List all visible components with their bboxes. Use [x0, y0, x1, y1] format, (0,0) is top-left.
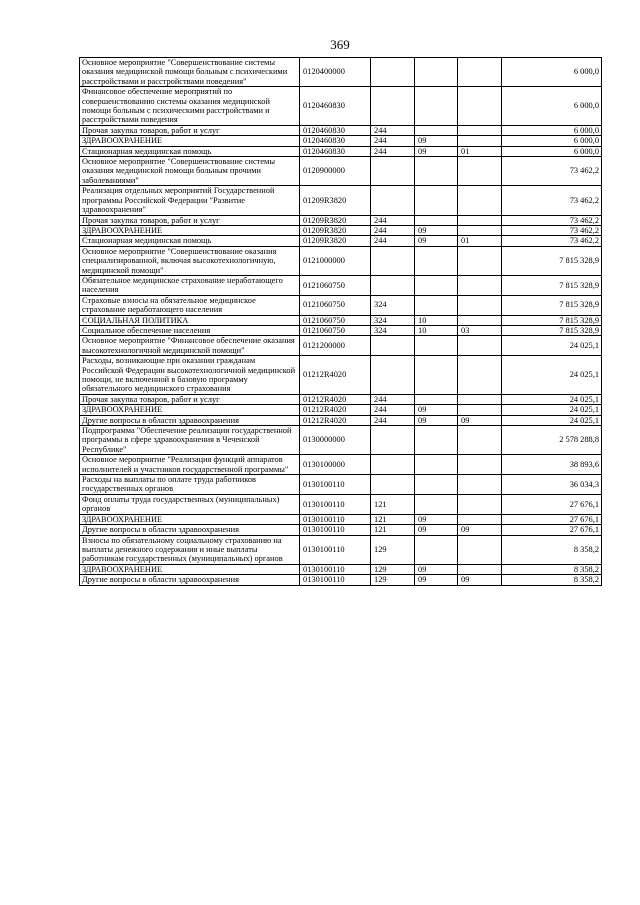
table-row	[80, 246, 602, 275]
target-code-cell: 0130100110	[300, 535, 371, 564]
amount-cell: 24 025,1	[502, 415, 602, 425]
table-row	[80, 236, 602, 246]
row-name-cell: Прочая закупка товаров, работ и услуг	[80, 215, 300, 225]
amount-cell: 6 000,0	[502, 58, 602, 87]
row-name-cell: Основное мероприятие "Совершенствование оказания специализированной, включая высокотехнологичную, медицинской помощи"	[80, 246, 300, 275]
amount-cell: 73 462,2	[502, 225, 602, 235]
row-name-cell: ЗДРАВООХРАНЕНИЕ	[80, 225, 300, 235]
target-code-cell: 0121060750	[300, 295, 371, 315]
subsection-cell	[458, 405, 502, 415]
expense-type-cell	[371, 186, 415, 215]
amount-cell: 6 000,0	[502, 136, 602, 146]
expense-type-cell	[371, 246, 415, 275]
amount-cell: 6 000,0	[502, 146, 602, 156]
table-row	[80, 405, 602, 415]
subsection-cell	[458, 494, 502, 514]
target-code-cell: 0130100110	[300, 475, 371, 495]
expense-type-cell: 244	[371, 236, 415, 246]
section-cell	[415, 295, 458, 315]
section-cell: 09	[415, 415, 458, 425]
amount-cell: 2 578 288,8	[502, 426, 602, 455]
table-row	[80, 146, 602, 156]
subsection-cell	[458, 315, 502, 325]
section-cell: 09	[415, 225, 458, 235]
table-row	[80, 275, 602, 295]
expense-type-cell: 324	[371, 325, 415, 335]
section-cell	[415, 535, 458, 564]
amount-cell: 7 815 328,9	[502, 325, 602, 335]
section-cell: 09	[415, 136, 458, 146]
subsection-cell	[458, 356, 502, 395]
subsection-cell	[458, 336, 502, 356]
amount-cell: 7 815 328,9	[502, 275, 602, 295]
section-cell	[415, 494, 458, 514]
expense-type-cell: 244	[371, 146, 415, 156]
target-code-cell: 01209R3820	[300, 236, 371, 246]
target-code-cell: 0120400000	[300, 58, 371, 87]
amount-cell: 27 676,1	[502, 514, 602, 524]
subsection-cell	[458, 58, 502, 87]
table-row	[80, 455, 602, 475]
expense-type-cell	[371, 157, 415, 186]
subsection-cell: 03	[458, 325, 502, 335]
amount-cell: 27 676,1	[502, 525, 602, 535]
amount-cell: 7 815 328,9	[502, 315, 602, 325]
subsection-cell	[458, 136, 502, 146]
amount-cell: 8 358,2	[502, 575, 602, 585]
amount-cell: 8 358,2	[502, 564, 602, 574]
row-name-cell: Основное мероприятие "Финансовое обеспечение оказания высокотехнологичной медицинской помощи"	[80, 336, 300, 356]
section-cell	[415, 275, 458, 295]
section-cell: 09	[415, 564, 458, 574]
table-row	[80, 295, 602, 315]
section-cell	[415, 336, 458, 356]
row-name-cell: Основное мероприятие "Реализация функций аппаратов исполнителей и участников государственной программы"	[80, 455, 300, 475]
amount-cell: 8 358,2	[502, 535, 602, 564]
row-name-cell: Прочая закупка товаров, работ и услуг	[80, 125, 300, 135]
section-cell	[415, 475, 458, 495]
subsection-cell	[458, 564, 502, 574]
row-name-cell: Финансовое обеспечение мероприятий по совершенствованию системы оказания медицинской помощи больным с психическими расстройствами и расстройствами поведения	[80, 87, 300, 126]
target-code-cell: 0121060750	[300, 315, 371, 325]
section-cell: 10	[415, 315, 458, 325]
row-name-cell: ЗДРАВООХРАНЕНИЕ	[80, 136, 300, 146]
section-cell	[415, 426, 458, 455]
amount-cell: 7 815 328,9	[502, 246, 602, 275]
expense-type-cell	[371, 475, 415, 495]
amount-cell: 38 893,6	[502, 455, 602, 475]
row-name-cell: ЗДРАВООХРАНЕНИЕ	[80, 514, 300, 524]
table-row	[80, 426, 602, 455]
expense-type-cell: 324	[371, 295, 415, 315]
target-code-cell: 0121000000	[300, 246, 371, 275]
row-name-cell: Расходы, возникающие при оказании гражданам Российской Федерации высокотехнологичной медицинской помощи, не включенной в базовую программу обязательного медицинского страхования	[80, 356, 300, 395]
row-name-cell: Подпрограмма "Обеспечение реализации государственной программы в сфере здравоохранения в Чеченской Республике"	[80, 426, 300, 455]
target-code-cell: 0130100110	[300, 564, 371, 574]
row-name-cell: Взносы по обязательному социальному страхованию на выплаты денежного содержания и иные выплаты работникам государственных (муниципальных) органов	[80, 535, 300, 564]
section-cell: 09	[415, 405, 458, 415]
expense-type-cell: 129	[371, 564, 415, 574]
expense-type-cell: 244	[371, 215, 415, 225]
expense-type-cell: 324	[371, 315, 415, 325]
table-row	[80, 136, 602, 146]
table-row	[80, 58, 602, 87]
subsection-cell	[458, 246, 502, 275]
table-row	[80, 535, 602, 564]
section-cell	[415, 246, 458, 275]
target-code-cell: 01209R3820	[300, 215, 371, 225]
subsection-cell	[458, 275, 502, 295]
section-cell	[415, 394, 458, 404]
table-row	[80, 394, 602, 404]
expense-type-cell: 129	[371, 575, 415, 585]
subsection-cell: 09	[458, 415, 502, 425]
amount-cell: 24 025,1	[502, 336, 602, 356]
expense-type-cell	[371, 426, 415, 455]
target-code-cell: 01212R4020	[300, 356, 371, 395]
table-row	[80, 87, 602, 126]
row-name-cell: Обязательное медицинское страхование неработающего населения	[80, 275, 300, 295]
row-name-cell: Стационарная медицинская помощь	[80, 236, 300, 246]
target-code-cell: 0120900000	[300, 157, 371, 186]
section-cell: 09	[415, 575, 458, 585]
amount-cell: 73 462,2	[502, 215, 602, 225]
target-code-cell: 01212R4020	[300, 405, 371, 415]
expense-type-cell	[371, 87, 415, 126]
table-row	[80, 475, 602, 495]
row-name-cell: ЗДРАВООХРАНЕНИЕ	[80, 405, 300, 415]
target-code-cell: 0130000000	[300, 426, 371, 455]
section-cell: 10	[415, 325, 458, 335]
row-name-cell: ЗДРАВООХРАНЕНИЕ	[80, 564, 300, 574]
section-cell: 09	[415, 525, 458, 535]
target-code-cell: 01212R4020	[300, 394, 371, 404]
row-name-cell: Основное мероприятие "Совершенствование системы оказания медицинской помощи больным с психическими расстройствами и расстройствами поведения"	[80, 58, 300, 87]
table-row	[80, 125, 602, 135]
target-code-cell: 0130100000	[300, 455, 371, 475]
section-cell: 09	[415, 236, 458, 246]
amount-cell: 27 676,1	[502, 494, 602, 514]
row-name-cell: Другие вопросы в области здравоохранения	[80, 525, 300, 535]
row-name-cell: Фонд оплаты труда государственных (муниципальных) органов	[80, 494, 300, 514]
expense-type-cell: 129	[371, 535, 415, 564]
subsection-cell: 01	[458, 146, 502, 156]
section-cell	[415, 215, 458, 225]
table-row	[80, 215, 602, 225]
table-row	[80, 186, 602, 215]
subsection-cell	[458, 475, 502, 495]
subsection-cell	[458, 157, 502, 186]
section-cell	[415, 157, 458, 186]
subsection-cell	[458, 215, 502, 225]
table-row	[80, 415, 602, 425]
amount-cell: 36 034,3	[502, 475, 602, 495]
subsection-cell	[458, 125, 502, 135]
amount-cell: 6 000,0	[502, 125, 602, 135]
table-row	[80, 514, 602, 524]
table-row	[80, 336, 602, 356]
target-code-cell: 0130100110	[300, 525, 371, 535]
table-row	[80, 564, 602, 574]
table-row	[80, 225, 602, 235]
row-name-cell: Стационарная медицинская помощь	[80, 146, 300, 156]
expense-type-cell: 244	[371, 136, 415, 146]
target-code-cell: 0130100110	[300, 494, 371, 514]
target-code-cell: 0121060750	[300, 275, 371, 295]
table-row	[80, 325, 602, 335]
subsection-cell	[458, 87, 502, 126]
subsection-cell: 01	[458, 236, 502, 246]
expense-type-cell	[371, 336, 415, 356]
subsection-cell: 09	[458, 575, 502, 585]
subsection-cell	[458, 535, 502, 564]
table-row	[80, 575, 602, 585]
section-cell	[415, 356, 458, 395]
subsection-cell: 09	[458, 525, 502, 535]
page-number: 369	[330, 37, 350, 52]
target-code-cell: 0130100110	[300, 514, 371, 524]
target-code-cell: 0120460830	[300, 87, 371, 126]
section-cell: 09	[415, 514, 458, 524]
target-code-cell: 0130100110	[300, 575, 371, 585]
amount-cell: 73 462,2	[502, 186, 602, 215]
expense-type-cell: 121	[371, 494, 415, 514]
table-row	[80, 356, 602, 395]
table-row	[80, 525, 602, 535]
expense-type-cell: 244	[371, 225, 415, 235]
expense-type-cell	[371, 356, 415, 395]
target-code-cell: 0120460830	[300, 125, 371, 135]
target-code-cell: 0120460830	[300, 146, 371, 156]
target-code-cell: 01212R4020	[300, 415, 371, 425]
table-row	[80, 494, 602, 514]
row-name-cell: Основное мероприятие "Совершенствование системы оказания медицинской помощи больным прочими заболеваниями"	[80, 157, 300, 186]
section-cell	[415, 455, 458, 475]
amount-cell: 73 462,2	[502, 236, 602, 246]
subsection-cell	[458, 186, 502, 215]
expense-type-cell	[371, 275, 415, 295]
amount-cell: 24 025,1	[502, 356, 602, 395]
section-cell	[415, 87, 458, 126]
expense-type-cell	[371, 58, 415, 87]
row-name-cell: Социальное обеспечение населения	[80, 325, 300, 335]
expense-type-cell: 244	[371, 394, 415, 404]
target-code-cell: 0121060750	[300, 325, 371, 335]
amount-cell: 73 462,2	[502, 157, 602, 186]
row-name-cell: Другие вопросы в области здравоохранения	[80, 575, 300, 585]
section-cell	[415, 125, 458, 135]
table-row	[80, 315, 602, 325]
table-row	[80, 157, 602, 186]
amount-cell: 24 025,1	[502, 394, 602, 404]
row-name-cell: Расходы на выплаты по оплате труда работников государственных органов	[80, 475, 300, 495]
target-code-cell: 01209R3820	[300, 225, 371, 235]
section-cell	[415, 186, 458, 215]
row-name-cell: Реализация отдельных мероприятий Государственной программы Российской Федерации "Развитие здравоохранения"	[80, 186, 300, 215]
subsection-cell	[458, 394, 502, 404]
budget-table	[79, 57, 602, 586]
amount-cell: 24 025,1	[502, 405, 602, 415]
expense-type-cell: 244	[371, 405, 415, 415]
row-name-cell: Прочая закупка товаров, работ и услуг	[80, 394, 300, 404]
subsection-cell	[458, 455, 502, 475]
subsection-cell	[458, 225, 502, 235]
target-code-cell: 0120460830	[300, 136, 371, 146]
row-name-cell: Другие вопросы в области здравоохранения	[80, 415, 300, 425]
subsection-cell	[458, 426, 502, 455]
expense-type-cell: 244	[371, 415, 415, 425]
amount-cell: 6 000,0	[502, 87, 602, 126]
section-cell: 09	[415, 146, 458, 156]
subsection-cell	[458, 295, 502, 315]
row-name-cell: СОЦИАЛЬНАЯ ПОЛИТИКА	[80, 315, 300, 325]
budget-table-body	[80, 58, 602, 586]
expense-type-cell	[371, 455, 415, 475]
subsection-cell	[458, 514, 502, 524]
row-name-cell: Страховые взносы на обязательное медицинское страхование неработающего населения	[80, 295, 300, 315]
expense-type-cell: 244	[371, 125, 415, 135]
expense-type-cell: 121	[371, 525, 415, 535]
target-code-cell: 0121200000	[300, 336, 371, 356]
expense-type-cell: 121	[371, 514, 415, 524]
amount-cell: 7 815 328,9	[502, 295, 602, 315]
section-cell	[415, 58, 458, 87]
target-code-cell: 01209R3820	[300, 186, 371, 215]
